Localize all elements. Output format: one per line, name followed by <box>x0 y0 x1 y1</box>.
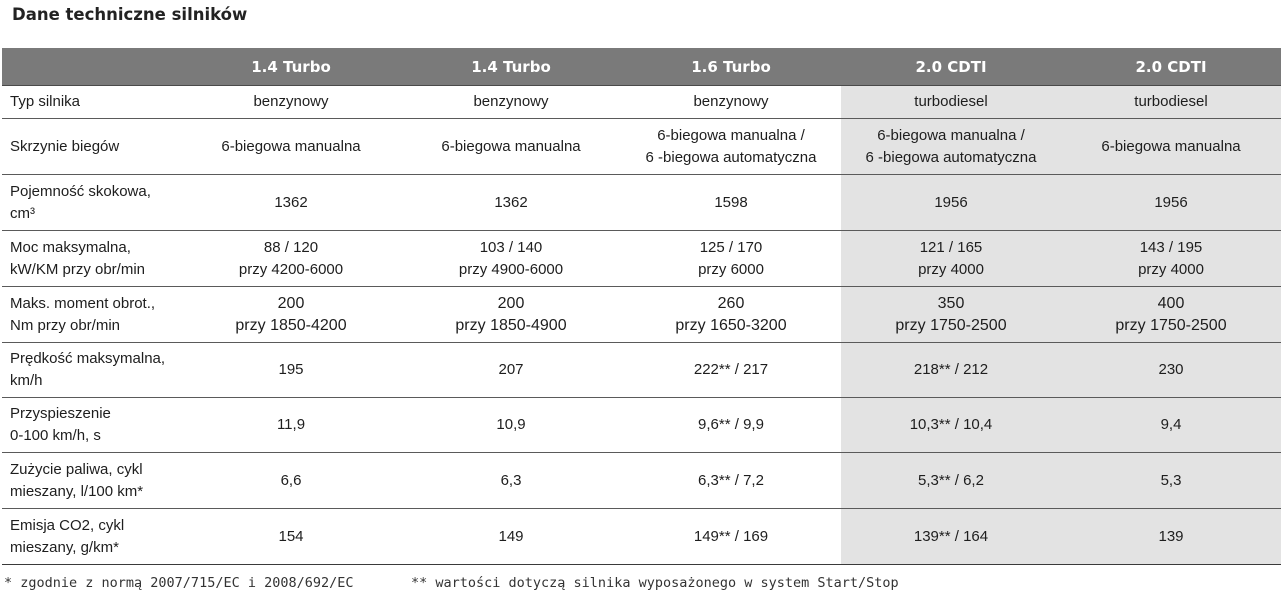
value-line: 149** / 169 <box>693 527 769 545</box>
value-line: 6,3** / 7,2 <box>698 471 764 489</box>
value-cell <box>181 86 401 119</box>
column-header: 1.4 Turbo <box>181 48 401 86</box>
row-label-cell <box>2 453 181 509</box>
value-cell <box>841 119 1061 175</box>
value-cell <box>401 175 621 231</box>
row-label-cell <box>2 175 181 231</box>
value-line: 154 <box>278 527 304 545</box>
value-line: 230 <box>1158 361 1184 378</box>
value-line: 10,3** / 10,4 <box>909 416 993 433</box>
value-cell <box>1061 86 1281 119</box>
value-line: przy 4000 <box>1138 260 1204 278</box>
engine-spec-table <box>2 48 1281 565</box>
value-cell <box>841 231 1061 287</box>
value-line: przy 4000 <box>918 260 984 278</box>
value-cell <box>841 398 1061 453</box>
value-cell <box>181 398 401 453</box>
row-label-line: cm³ <box>10 204 35 222</box>
table-row <box>2 175 1281 231</box>
table-row <box>2 509 1281 565</box>
value-cell <box>621 175 841 231</box>
footnote-start-stop: ** wartości dotyczą silnika wyposażonego w system Start/Stop <box>411 575 899 591</box>
value-line: 6 -biegowa automatyczna <box>645 148 817 166</box>
value-line: 400 <box>1157 294 1185 312</box>
value-line: 11,9 <box>276 416 306 433</box>
table-row <box>2 343 1281 398</box>
value-cell <box>1061 287 1281 343</box>
row-label-line: Maks. moment obrot., <box>10 294 156 312</box>
value-cell <box>1061 231 1281 287</box>
value-line: 10,9 <box>496 416 526 433</box>
value-cell <box>621 343 841 398</box>
value-line: 350 <box>937 294 965 312</box>
value-cell <box>181 175 401 231</box>
value-cell <box>401 343 621 398</box>
value-line: 200 <box>497 294 525 312</box>
value-cell <box>841 453 1061 509</box>
value-cell <box>181 453 401 509</box>
row-label-cell <box>2 343 181 398</box>
row-label-line: Typ silnika <box>10 93 81 110</box>
value-line: 1598 <box>714 193 748 211</box>
value-line: 125 / 170 <box>699 238 763 256</box>
table-row <box>2 453 1281 509</box>
value-line: 149 <box>498 527 524 545</box>
value-cell <box>1061 509 1281 565</box>
value-cell <box>181 343 401 398</box>
value-cell <box>401 509 621 565</box>
row-label-cell <box>2 398 181 453</box>
value-cell <box>401 398 621 453</box>
value-line: 9,6** / 9,9 <box>698 416 764 433</box>
value-line: 5,3 <box>1160 471 1182 489</box>
value-line: benzynowy <box>253 93 329 110</box>
value-line: 5,3** / 6,2 <box>918 471 984 489</box>
row-label-line: Emisja CO2, cykl <box>10 516 125 534</box>
value-line: turbodiesel <box>914 93 988 110</box>
value-line: 9,4 <box>1160 416 1182 433</box>
value-line: przy 1850-4900 <box>455 316 567 334</box>
column-header: 1.4 Turbo <box>401 48 621 86</box>
header-corner-cell <box>2 48 181 86</box>
row-label-cell <box>2 287 181 343</box>
value-line: 1362 <box>494 193 528 211</box>
table-row <box>2 119 1281 175</box>
value-cell <box>621 119 841 175</box>
value-cell <box>401 86 621 119</box>
column-header: 2.0 CDTI <box>841 48 1061 86</box>
value-line: 6 -biegowa automatyczna <box>865 148 1037 166</box>
table-row <box>2 287 1281 343</box>
value-cell <box>1061 119 1281 175</box>
value-cell <box>621 453 841 509</box>
row-label-line: Pojemność skokowa, <box>10 182 151 200</box>
column-header: 2.0 CDTI <box>1061 48 1281 86</box>
table-row <box>2 86 1281 119</box>
value-line: 260 <box>717 294 745 312</box>
value-line: 139** / 164 <box>913 527 989 545</box>
value-cell <box>401 231 621 287</box>
row-label-line: mieszany, l/100 km* <box>10 482 144 500</box>
value-line: benzynowy <box>693 93 769 110</box>
value-cell <box>181 119 401 175</box>
row-label-cell <box>2 231 181 287</box>
value-line: 207 <box>498 361 524 378</box>
value-line: 218** / 212 <box>913 361 989 378</box>
value-line: 121 / 165 <box>919 238 983 256</box>
value-cell <box>401 287 621 343</box>
value-cell <box>841 86 1061 119</box>
value-line: 6-biegowa manualna <box>221 137 361 155</box>
value-cell <box>1061 343 1281 398</box>
value-cell <box>621 509 841 565</box>
value-line: turbodiesel <box>1134 93 1208 110</box>
row-label-cell <box>2 86 181 119</box>
value-cell <box>1061 453 1281 509</box>
value-cell <box>181 509 401 565</box>
value-line: 139 <box>1158 527 1184 545</box>
footnote-norm: * zgodnie z normą 2007/715/EC i 2008/692/EC <box>4 575 354 591</box>
value-line: przy 6000 <box>698 260 764 278</box>
value-line: przy 4200-6000 <box>238 260 344 278</box>
row-label-line: Skrzynie biegów <box>10 137 120 155</box>
row-label-line: Prędkość maksymalna, <box>10 350 166 367</box>
table-row <box>2 398 1281 453</box>
value-line: 1956 <box>1154 193 1188 211</box>
value-cell <box>621 287 841 343</box>
value-cell <box>401 453 621 509</box>
table-header-row <box>2 48 1281 86</box>
row-label-line: kW/KM przy obr/min <box>10 260 146 278</box>
value-cell <box>1061 175 1281 231</box>
value-line: przy 1850-4200 <box>235 316 347 334</box>
row-label-line: mieszany, g/km* <box>10 538 119 556</box>
value-line: 200 <box>277 294 305 312</box>
value-line: 6-biegowa manualna <box>1101 137 1241 155</box>
value-cell <box>841 343 1061 398</box>
value-cell <box>181 287 401 343</box>
row-label-line: Nm przy obr/min <box>10 316 121 334</box>
value-cell <box>841 287 1061 343</box>
value-line: 6-biegowa manualna <box>441 137 581 155</box>
value-cell <box>621 398 841 453</box>
value-line: 6-biegowa manualna / <box>657 126 805 144</box>
value-line: 1956 <box>934 193 968 211</box>
value-line: 6,3 <box>500 471 522 489</box>
value-line: 88 / 120 <box>263 238 319 256</box>
value-cell <box>841 509 1061 565</box>
value-line: 222** / 217 <box>693 361 769 378</box>
value-line: przy 4900-6000 <box>458 260 564 278</box>
value-cell <box>181 231 401 287</box>
row-label-line: 0-100 km/h, s <box>10 427 101 444</box>
value-line: benzynowy <box>473 93 549 110</box>
value-cell <box>621 86 841 119</box>
value-line: przy 1750-2500 <box>1115 316 1227 334</box>
value-cell <box>621 231 841 287</box>
row-label-line: Moc maksymalna, <box>10 238 131 256</box>
value-line: 143 / 195 <box>1139 238 1203 256</box>
value-line: 1362 <box>274 193 308 211</box>
table-body <box>2 86 1281 565</box>
column-header: 1.6 Turbo <box>621 48 841 86</box>
row-label-cell <box>2 119 181 175</box>
value-line: przy 1750-2500 <box>895 316 1007 334</box>
row-label-line: km/h <box>10 372 43 389</box>
row-label-cell <box>2 509 181 565</box>
value-cell <box>1061 398 1281 453</box>
table-row <box>2 231 1281 287</box>
value-cell <box>401 119 621 175</box>
row-label-line: Zużycie paliwa, cykl <box>10 460 143 478</box>
value-line: 195 <box>278 361 304 378</box>
row-label-line: Przyspieszenie <box>10 405 111 422</box>
value-line: 6-biegowa manualna / <box>877 126 1025 144</box>
value-line: 103 / 140 <box>479 238 543 256</box>
value-line: 6,6 <box>280 471 302 489</box>
page-title: Dane techniczne silników <box>12 5 248 24</box>
value-line: przy 1650-3200 <box>675 316 787 334</box>
value-cell <box>841 175 1061 231</box>
